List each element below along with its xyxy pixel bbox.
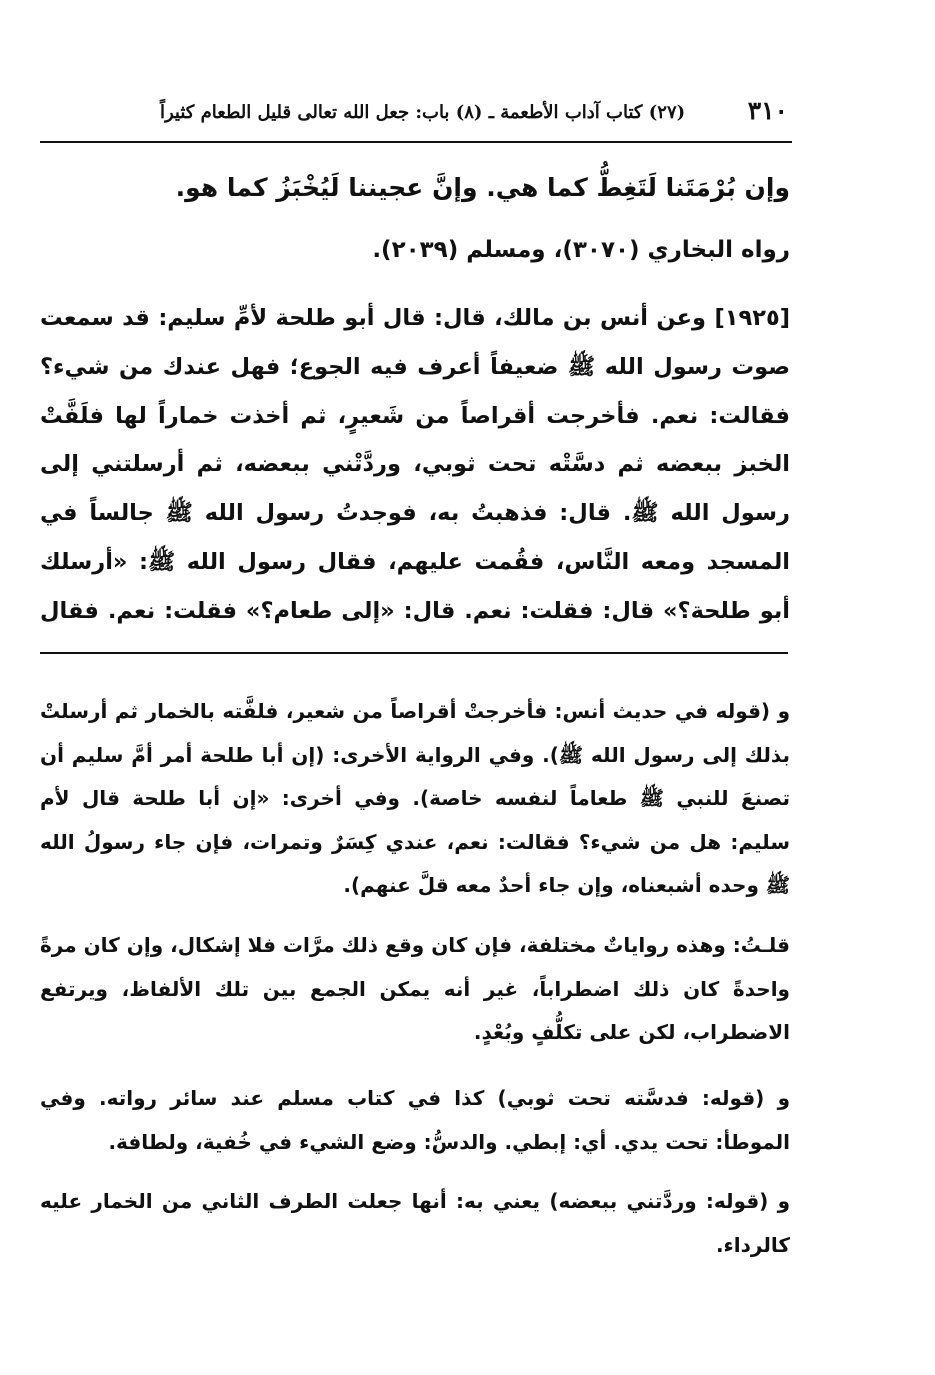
page-number: ٣١٠ xyxy=(747,96,788,125)
commentary-text: و (قوله في حديث أنس: فأخرجتْ أقراصاً من شعير، فلفَّته بالخمار ثم أرسلتْ بذلك إلى رسول الله ﷺ). وفي الرواية الأخرى: (إن أبا طلحة أمر أمَّ سليم أن تصنعَ للنبي ﷺ طعاماً لنفسه خاصة). وفي أخرى: «إن أبا طلحة قال لأم سليم: هل من شيء؟ فقالت: نعم، عندي كِسَرٌ وتمرات، فإن جاء رسولُ الله ﷺ وحده أشبعناه، وإن جاء أحدٌ معه قلَّ عنهم). xyxy=(40,699,790,897)
commentary-paragraph-1 xyxy=(40,690,790,908)
hadith-1925 xyxy=(40,294,790,636)
commentary-text: و (قوله: فدسَّته تحت ثوبي) كذا في كتاب مسلم عند سائر رواته. وفي الموطأ: تحت يدي. أي: إبطي. والدسُّ: وضع الشيء في خُفية، ولطافة. xyxy=(40,1086,790,1154)
commentary-paragraph-4 xyxy=(40,1180,790,1267)
page-header xyxy=(40,96,792,140)
commentary-text: و (قوله: وردَّتني ببعضه) يعني به: أنها جعلت الطرف الثاني من الخمار عليه كالرداء. xyxy=(40,1189,790,1257)
commentary-paragraph-2 xyxy=(40,924,790,1055)
commentary-text: قلـتُ: وهذه رواياتٌ مختلفة، فإن كان وقع ذلك مرَّات فلا إشكال، وإن كان مرةً واحدةً كان ذلك اضطراباً، غير أنه يمكن الجمع بين تلك الألفاظ، ويرتفع الاضطراب، لكن على تكلُّفٍ وبُعْدٍ. xyxy=(40,933,790,1044)
hadith-text: [١٩٢٥] وعن أنس بن مالك، قال: قال أبو طلحة لأمِّ سليم: قد سمعت صوت رسول الله ﷺ ضعيفاً أعرف فيه الجوع؛ فهل عندك من شيء؟ فقالت: نعم. فأخرجت أقراصاً من شَعيرٍ، ثم أخذت خماراً لها فلَفَّتْ الخبز ببعضه ثم دسَّتْه تحت ثوبي، وردَّتْني ببعضه، ثم أرسلتني إلى رسول الله ﷺ. قال: فذهبتُ به، فوجدتُ رسول الله ﷺ جالساً في المسجد ومعه النَّاس، فقُمت عليهم، فقال رسول الله ﷺ: «أرسلك أبو طلحة؟» قال: فقلت: نعم. قال: «إلى طعام؟» فقلت: نعم. فقال xyxy=(40,305,790,624)
main-text-line-2: رواه البخاري (٣٠٧٠)، ومسلم (٢٠٣٩). xyxy=(372,237,790,263)
header-divider xyxy=(40,141,792,143)
commentary-paragraph-3 xyxy=(40,1077,790,1164)
running-title: (٢٧) كتاب آداب الأطعمة ـ (٨) باب: جعل الله تعالى قليل الطعام كثيراً xyxy=(160,102,686,123)
main-text-line-1: وإن بُرْمَتَنا لَتَغِطُّ كما هي. وإنَّ عجيننا لَيُخْبَزُ كما هو. xyxy=(175,173,790,202)
hadith-source-line xyxy=(40,230,790,270)
footnote-divider xyxy=(40,652,788,654)
hadith-continuation-line xyxy=(40,168,790,208)
